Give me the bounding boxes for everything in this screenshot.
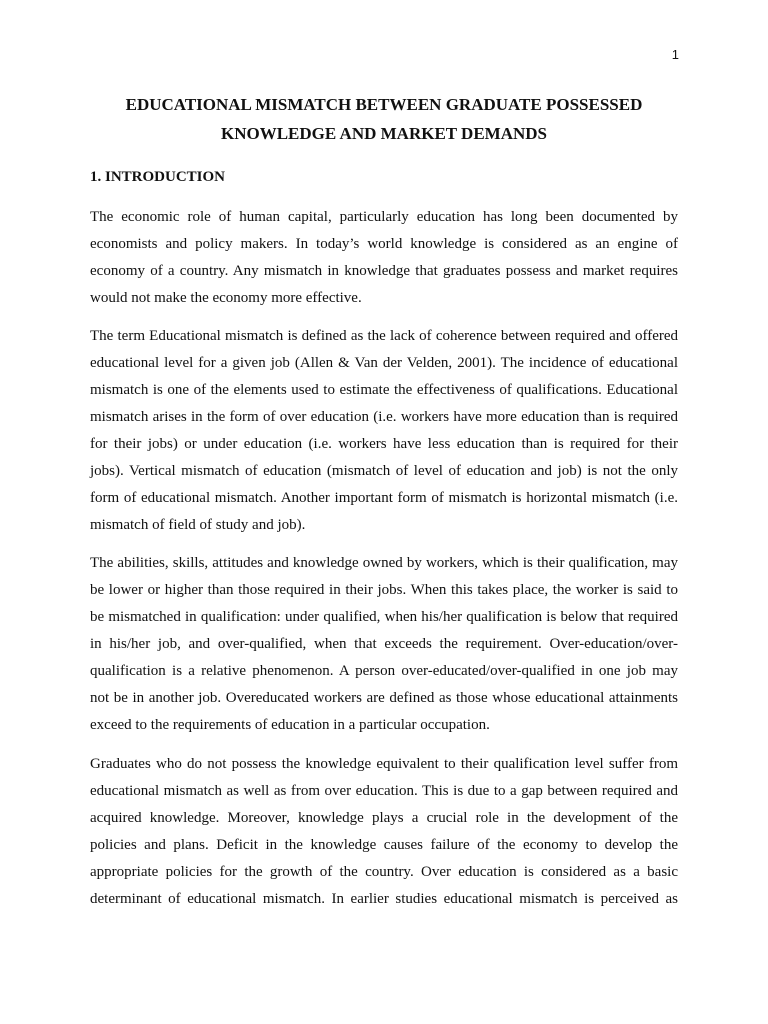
paragraph-4-line: Graduates who do not possess the knowledge equivalent to their qualification level suffer from [90, 756, 678, 772]
paragraph-2-line: The term Educational mismatch is defined as the lack of coherence between required and offered [90, 328, 678, 344]
paragraph-3-line: in his/her job, and over-qualified, when that exceeds the requirement. Over-education/over- [90, 636, 678, 652]
paragraph-2-line: form of educational mismatch. Another important form of mismatch is horizontal mismatch (i.e. [90, 490, 678, 506]
paragraph-3-line: not be in another job. Overeducated workers are defined as those whose educational attainments [90, 690, 678, 706]
paragraph-4-line: acquired knowledge. Moreover, knowledge plays a crucial role in the development of the [90, 810, 678, 826]
paragraph-3-line: The abilities, skills, attitudes and knowledge owned by workers, which is their qualification, may [90, 555, 678, 571]
paragraph-3-line: qualification is a relative phenomenon. A person over-educated/over-qualified in one job may [90, 663, 678, 679]
paragraph-3-line: be mismatched in qualification: under qualified, when his/her qualification is below that required [90, 609, 678, 625]
page-number: 1 [671, 47, 679, 62]
paragraph-4-line: determinant of educational mismatch. In earlier studies educational mismatch is perceived as [90, 891, 678, 907]
paragraph-3-line: exceed to the requirements of education in a particular occupation. [90, 717, 490, 733]
paragraph-4-line: appropriate policies for the growth of the country. Over education is considered as a basic [90, 864, 678, 880]
document-title-line-1: EDUCATIONAL MISMATCH BETWEEN GRADUATE POSSESSED [125, 95, 643, 114]
paragraph-2-line: jobs). Vertical mismatch of education (mismatch of level of education and job) is not the only [90, 463, 678, 479]
paragraph-3-line: be lower or higher than those required in their jobs. When this takes place, the worker is said to [90, 582, 678, 598]
paragraph-1-line: The economic role of human capital, particularly education has long been documented by [90, 209, 678, 225]
paragraph-4-line: policies and plans. Deficit in the knowledge causes failure of the economy to develop the [90, 837, 678, 853]
section-heading: 1. INTRODUCTION [90, 169, 226, 185]
paragraph-2-line: mismatch arises in the form of over education (i.e. workers have more education than is required [90, 409, 678, 425]
paragraph-2-line: mismatch is one of the elements used to estimate the effectiveness of qualifications. Educational [90, 382, 678, 398]
paragraph-4-line: educational mismatch as well as from over education. This is due to a gap between required and [90, 783, 678, 799]
document-title-line-2: KNOWLEDGE AND MARKET DEMANDS [220, 124, 548, 143]
paragraph-1-line: economy of a country. Any mismatch in knowledge that graduates possess and market requires [90, 263, 678, 279]
paragraph-2-line: mismatch of field of study and job). [90, 517, 306, 533]
paragraph-2-line: educational level for a given job (Allen & Van der Velden, 2001). The incidence of educational [90, 355, 678, 371]
paragraph-1-line: would not make the economy more effective. [90, 290, 362, 306]
paragraph-2-line: for their jobs) or under education (i.e. workers have less education than is required for their [90, 436, 678, 452]
paragraph-1-line: economists and policy makers. In today’s world knowledge is considered as an engine of [90, 236, 678, 252]
